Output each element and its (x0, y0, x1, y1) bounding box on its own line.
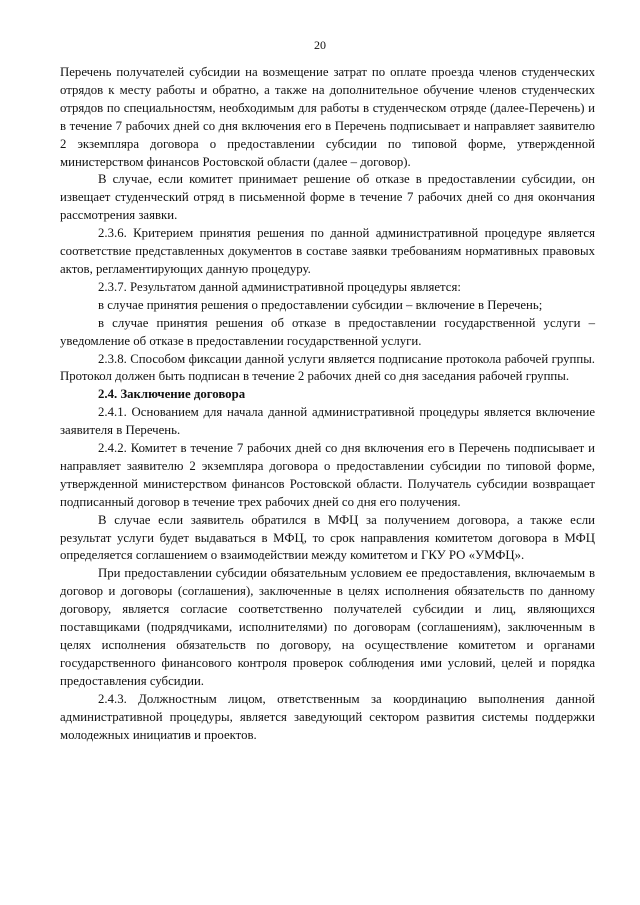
paragraph-2-4-3: 2.4.3. Должностным лицом, ответственным за координацию выполнения данной административной процедуры, является заведующий сектором развития системы поддержки молодежных инициатив и проектов. (60, 691, 595, 742)
paragraph-2-4-2: 2.4.2. Комитет в течение 7 рабочих дней со дня включения его в Перечень подписывает и направляет заявителю 2 экземпляра договора о предоставлении субсидии по типовой форме, утвержденной министерством финансов Ростовской области. Получатель субсидии возвращает подписанный договор в течение трех рабочих дней со дня его получения. (60, 441, 595, 509)
document-body (60, 64, 595, 744)
paragraph-result-inclusion: в случае принятия решения о предоставлении субсидии – включение в Перечень; (98, 297, 543, 312)
paragraph-result-refusal: в случае принятия решения об отказе в предоставлении государственной услуги – уведомление об отказе в предоставлении государственной услуги. (60, 315, 595, 348)
paragraph-2-3-7: 2.3.7. Результатом данной административной процедуры является: (98, 279, 461, 294)
paragraph-2-3-8: 2.3.8. Способом фиксации данной услуги является подписание протокола рабочей группы. Протокол должен быть подписан в течение 2 рабочих дней со дня заседания рабочей группы. (60, 351, 595, 384)
paragraph-2-3-6: 2.3.6. Критерием принятия решения по данной административной процедуре является соответствие представленных документов в составе заявки требованиям нормативных правовых актов, регламентирующих данную процедуру. (60, 226, 595, 276)
paragraph-subsidy-condition: При предоставлении субсидии обязательным условием ее предоставления, включаемым в договор и договоры (соглашения), заключенные в целях исполнения обязательств по данному договору, является согласие соответственно получателей субсидии и лиц, являющихся поставщиками (подрядчиками, исполнителями) по договорам (соглашениям), заключенным в целях исполнения обязательств по договору, на осуществление комитетом и органами государственного финансового контроля проверок соблюдения ими условий, целей и порядка предоставления субсидии. (60, 566, 595, 688)
paragraph-refusal-notice: В случае, если комитет принимает решение об отказе в предоставлении субсидии, он извещает студенческий отряд в письменной форме в течение 7 рабочих дней со дня окончания рассмотрения заявки. (60, 172, 595, 223)
paragraph-mfc: В случае если заявитель обратился в МФЦ за получением договора, а также если результат услуги будет выдаваться в МФЦ, то срок направления комитетом договора в МФЦ определяется соглашением о взаимодействии между комитетом и ГКУ РО «УМФЦ». (60, 512, 595, 563)
paragraph-2-4-1: 2.4.1. Основанием для начала данной административной процедуры является включение заявителя в Перечень. (60, 405, 595, 438)
paragraph-perechen-continuation: Перечень получателей субсидии на возмещение затрат по оплате проезда членов студенческих отрядов к месту работы и обратно, а также на дополнительное обучение членов студенческих отрядов по специальностям, необходимым для работы в студенческом отряде (далее-Перечень) и в течение 7 рабочих дней со дня включения его в Перечень подписывает и направляет заявителю 2 экземпляра договора о предоставлении субсидии по типовой форме, утвержденной министерством финансов Ростовской области (далее – договор). (60, 65, 595, 169)
section-heading-2-4: 2.4. Заключение договора (98, 387, 246, 402)
page-number: 20 (314, 38, 326, 52)
